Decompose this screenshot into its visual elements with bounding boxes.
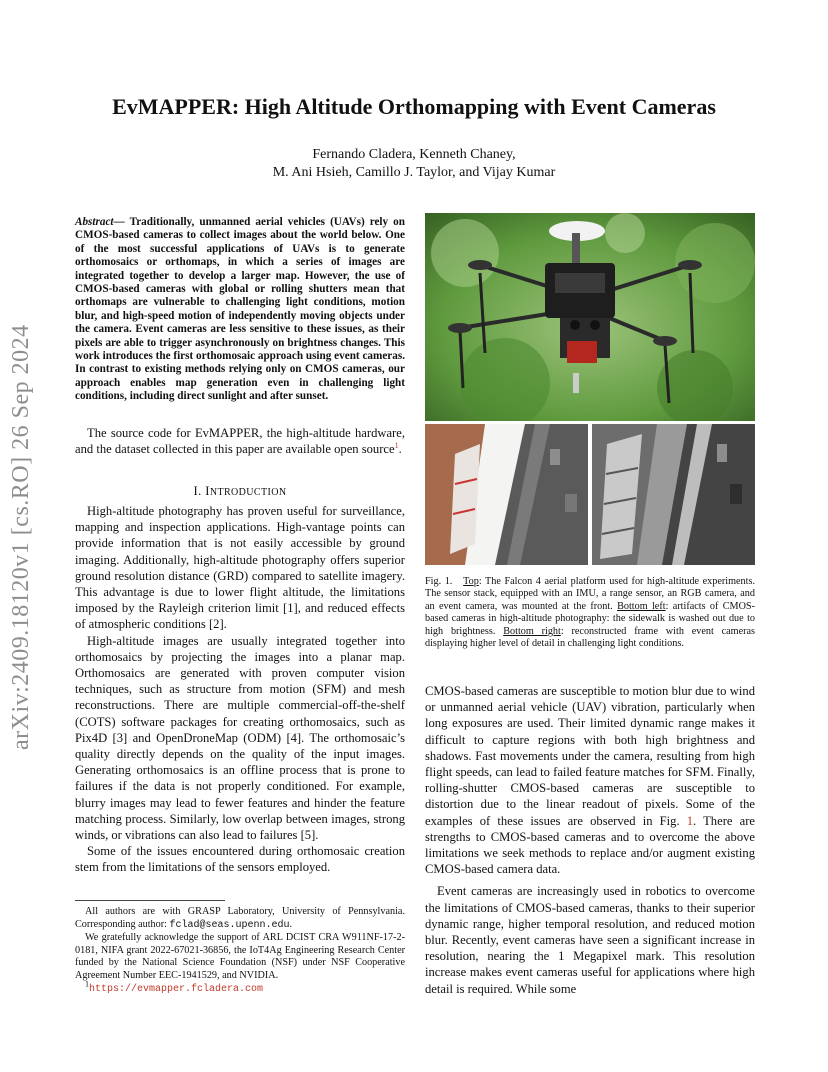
arxiv-identifier: arXiv:2409.18120v1 [cs.RO] 26 Sep 2024 xyxy=(8,324,34,750)
footnotes: All authors are with GRASP Laboratory, University of Pennsylvania. Corresponding author: fclad@seas.upenn.edu. We gratefully acknowledge the support of ARL DCIST CRA W911NF-17-2-0181, NIFA grant 2022-67021-36856, the IoT4Ag Engineering Research Center funded by the National Science Foundation (NSF) under NSF Cooperative Agreement Number EEC-1941529, and NVIDIA. $^1$https://evmapper.fcladera.com xyxy=(75,906,405,995)
paragraph: High-altitude images are usually integrated together into orthomosaics by projecting the images into a planar map. Orthomosaics are generated with proven computer vision techniques, such as structure from motion (SFM) and mesh reconstructions. There are multiple commercial-off-the-shelf (COTS) software packages for creating orthomosaics, such as Pix4D [3] and OpenDroneMap (ODM) [4]. The orthomosaic’s quality directly depends on the quality of the input images. Generating orthomosaics is an offline process that is prone to failures if the data is not properly conditioned. For example, blurry images may lead to fewer features and hinder the feature matching process. Similarly, low overlap between images, strong winds, or vibrations can also lead to failures [5]. xyxy=(75,633,405,843)
paragraph: Event cameras are increasingly used in robotics to overcome the limitations of CMOS-based cameras, thanks to their superior dynamic range, higher temporal resolution, and reduced motion blur. Recently, event cameras have seen a significant increase in resolution, nearing the 1 Megapixel mark. This resolution increase makes event cameras useful for applications where high detail is required. While some xyxy=(425,884,755,996)
paragraph: CMOS-based cameras are susceptible to motion blur due to wind or unmanned aerial vehicle (UAV) vibration, particularly when long exposures are used. Their limited dynamic range makes it difficult to capture regions with both high brightness and shadows. Fast movements under the camera, resulting from high flight speeds, can lead to failed feature matches for SFM. Finally, rolling-shutter CMOS-based cameras are susceptible to distortion due to the linear readout of pixels. Some of the examples of these issues are observed in Fig. 1. There are strengths to CMOS-based cameras and to overcome the above limitations we seek methods to replace and/or augment existing CMOS-based camera data. xyxy=(425,684,755,877)
abstract-text: — Traditionally, unmanned aerial vehicles (UAVs) rely on CMOS-based cameras to collect images about the world below. One of the most successful applications of UAVs is to generate orthomosaics or orthomaps, in which a series of images are integrated together to develop a larger map. However, the use of CMOS-based cameras with global or rolling shutters mean that orthomaps are vulnerable to challenging light conditions, motion blur, and high-speed motion of independently moving objects under the camera. Event cameras are less sensitive to these issues, as their pixels are able to trigger asynchronously on brightness changes. This work introduces the first orthomosaic approach using event cameras. In contrast to existing methods relying only on CMOS cameras, our approach enables map generation even in challenging light conditions, including direct sunlight and after sunset. xyxy=(75,216,405,403)
email-address[interactable]: fclad@seas.upenn.edu xyxy=(169,919,290,931)
funding-note: We gratefully acknowledge the support of ARL DCIST CRA W911NF-17-2-0181, NIFA grant 2022-67021-36856, the IoT4Ag Engineering Research Center funded by the National Science Foundation (NSF) under NSF Cooperative Agreement Number EEC-1941529, and NVIDIA. xyxy=(75,932,405,981)
drone-photo-image xyxy=(425,213,755,421)
figure-caption: Fig. 1. Top: The Falcon 4 aerial platform used for high-altitude experiments. The sensor stack, equipped with an IMU, a range sensor, an RGB camera, and an event camera, was mounted at the front. Bottom left: artifacts of CMOS-based cameras in high-altitude photography: the sidewalk is washed out due to high brightness. Bottom right: reconstructed frame with event cameras displaying higher level of detail in challenging light conditions. xyxy=(425,576,756,650)
author-line-1: Fernando Cladera, Kenneth Chaney, xyxy=(312,147,516,162)
paragraph: Some of the issues encountered during orthomosaic creation stem from the limitations of the sensors employed. xyxy=(75,844,405,875)
figure-top-drone-photo xyxy=(425,213,755,421)
footnote-mark-link[interactable]: 1 xyxy=(394,441,399,451)
figure-bottom-right-event-image xyxy=(592,424,755,565)
source-code-paragraph: The source code for EvMAPPER, the high-altitude hardware, and the dataset collected in this paper are available open source$^1$. xyxy=(75,426,405,457)
abstract-label: Abstract xyxy=(75,216,114,228)
paper-title: EvMAPPER: High Altitude Orthomapping with Event Cameras xyxy=(112,94,716,119)
paragraph: High-altitude photography has proven useful for surveillance, mapping and inspection applications. High-vantage points can provide information that is not easily accessible by ground imaging. Additionally, high-altitude photography offers superior ground resolution distance (GRD) compared to satellite imagery. This advantage is due to lower flight altitude, the limitations imposed by the Rayleigh criterion limit [1], and reduced effects of atmospheric conditions [2]. xyxy=(75,504,405,632)
author-list xyxy=(0,146,828,182)
introduction-body-left xyxy=(75,503,405,876)
footnote-divider xyxy=(75,900,225,901)
author-line-2: M. Ani Hsieh, Camillo J. Taylor, and Vijay Kumar xyxy=(272,165,556,180)
figure-reference-link[interactable]: 1 xyxy=(686,813,694,828)
source-text: The source code for EvMAPPER, the high-altitude hardware, and the dataset collected in this paper are available open source xyxy=(75,426,405,457)
section-heading-introduction: I. INTRODUCTION xyxy=(193,484,287,498)
introduction-body-right xyxy=(425,683,755,997)
cmos-frame-image xyxy=(425,424,588,565)
event-frame-image xyxy=(592,424,755,565)
project-url-link[interactable]: https://evmapper.fcladera.com xyxy=(89,983,264,995)
figure-bottom-left-cmos-image xyxy=(425,424,588,565)
abstract xyxy=(75,216,405,404)
